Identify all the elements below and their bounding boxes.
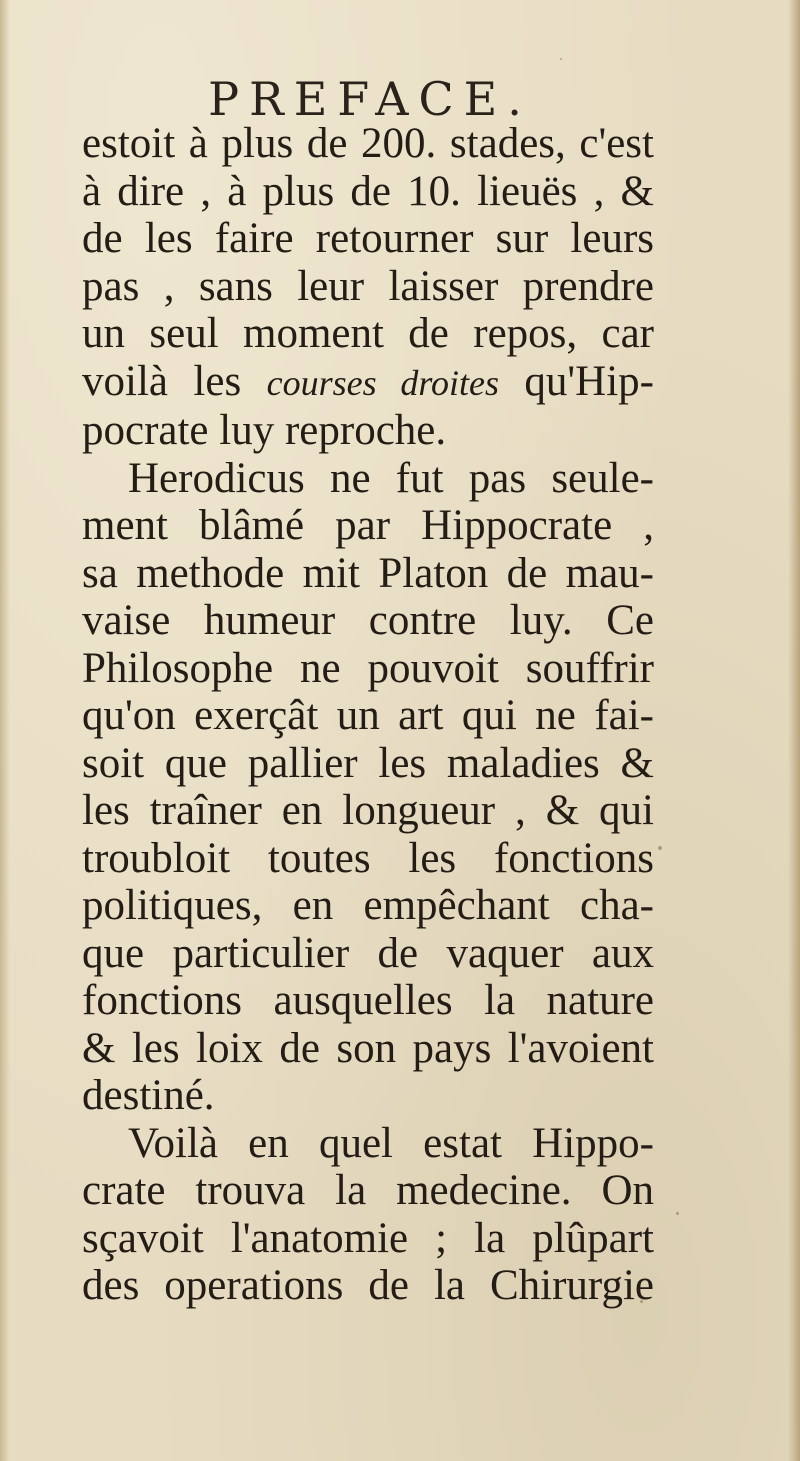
paper-speck [640, 1300, 643, 1303]
page-edge-left [0, 0, 10, 1461]
text-line: sçavoit l'anatomie ; la plûpart [82, 1214, 654, 1262]
text-line: que particulier de vaquer aux [82, 929, 654, 977]
text-line: ment blâmé par Hippocrate , [82, 502, 654, 549]
text-line: Voilà en quel estat Hippo- [128, 1119, 654, 1167]
text-line: & les loix de son pays l'avoient [82, 1024, 654, 1072]
text-line: sa methode mit Platon de mau- [82, 549, 654, 597]
text-line: voilà les courses droites qu'Hip- [82, 357, 654, 405]
text-line: vaise humeur contre luy. Ce [82, 597, 654, 644]
text-line: à dire , à plus de 10. lieuës , & [82, 167, 654, 215]
text-line: crate trouva la medecine. On [82, 1167, 654, 1214]
text-line: troubloit toutes les fonctions [82, 834, 654, 882]
text-line: politiques, en empêchant cha- [82, 882, 654, 929]
text-line: soit que pallier les maladies & [82, 739, 654, 787]
text-line: des operations de la Chirurgie [82, 1262, 654, 1309]
italic-phrase: courses droites [266, 362, 499, 403]
text-line: pocrate luy reproche. [82, 407, 447, 454]
page-edge-right [788, 0, 800, 1461]
body-text [82, 120, 654, 1310]
text-line: les traîner en longueur , & qui [82, 787, 654, 834]
running-head: PREFACE. [208, 72, 532, 126]
text-line: destiné. [82, 1072, 215, 1119]
text-line: pas , sans leur laisser prendre [82, 262, 654, 310]
text-line: de les faire retourner sur leurs [82, 215, 654, 262]
paper-speck [658, 846, 662, 850]
text-line: estoit à plus de 200. stades, c'est [82, 120, 654, 167]
text-line: qu'on exerçât un art qui ne fai- [82, 692, 654, 739]
text-line: fonctions ausquelles la nature [82, 977, 654, 1024]
text-line: Herodicus ne fut pas seule- [128, 454, 654, 502]
paper-speck [676, 1212, 679, 1215]
text-line: Philosophe ne pouvoit souffrir [82, 644, 654, 692]
text-line: un seul moment de repos, car [82, 310, 654, 357]
paper-speck [560, 58, 562, 60]
